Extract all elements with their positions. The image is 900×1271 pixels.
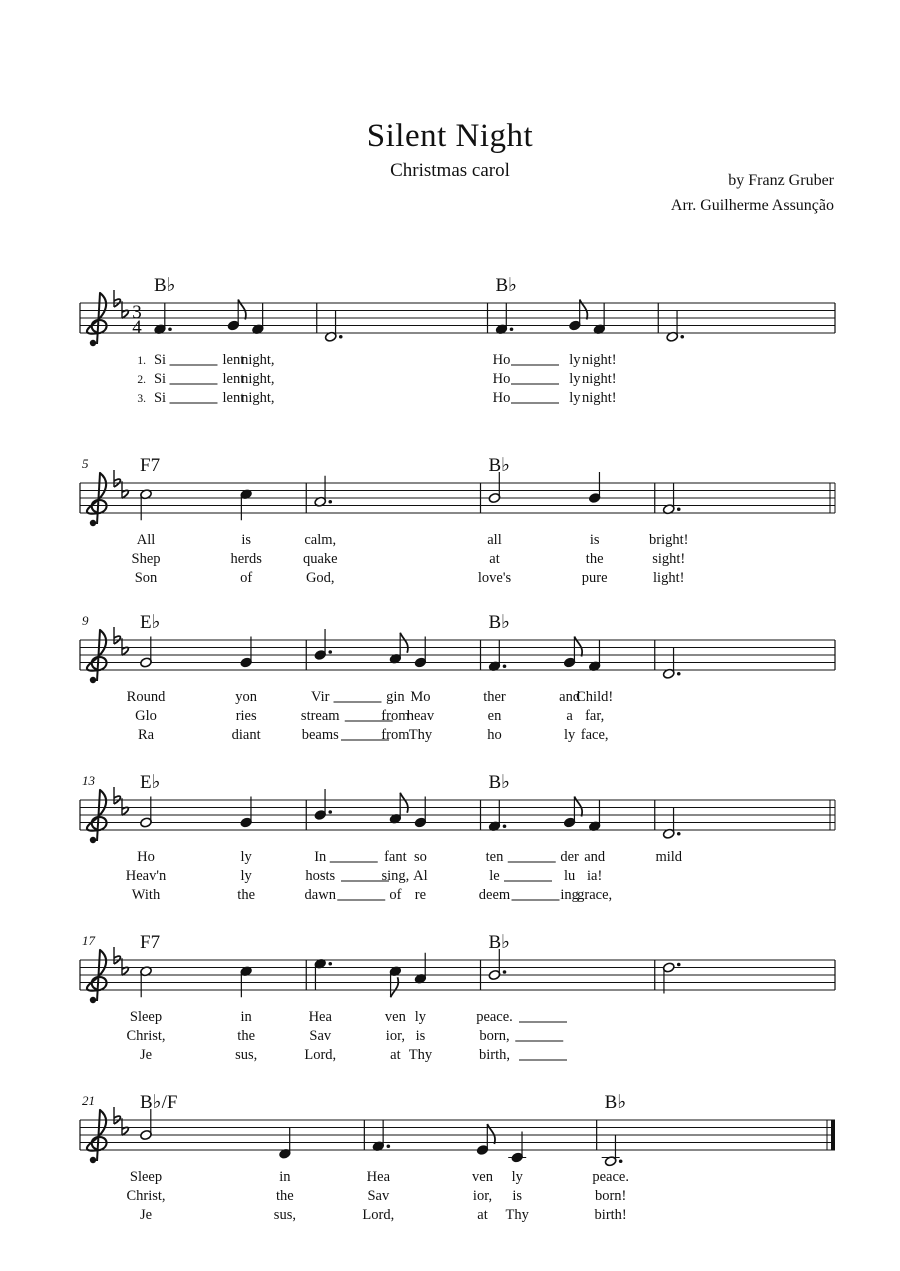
lyric-syllable: Ho	[492, 371, 511, 387]
lyric-syllable: of	[389, 887, 402, 903]
lyric-syllable: ven	[384, 1009, 406, 1025]
time-signature-bottom: 4	[132, 317, 142, 338]
lyric-syllable: Sleep	[129, 1169, 163, 1185]
lyric-syllable: le	[489, 868, 500, 884]
lyric-syllable: face,	[580, 727, 609, 743]
lyric-syllable: fant	[384, 849, 407, 865]
lyric-syllable: ther	[483, 689, 506, 705]
lyric-syllable: birth!	[594, 1207, 627, 1223]
lyric-syllable: Christ,	[126, 1188, 166, 1204]
treble-clef-curl	[87, 293, 107, 334]
lyric-syllable: Ho	[492, 352, 511, 368]
chord-symbol: B♭	[488, 612, 511, 633]
lyric-syllable: Hea	[308, 1009, 332, 1025]
lyric-syllable: lent	[222, 352, 245, 368]
lyric-syllable: quake	[302, 551, 338, 567]
lyric-syllable: dawn	[304, 887, 336, 903]
verse-number: 2.	[137, 374, 146, 386]
treble-clef-dot	[90, 677, 96, 683]
flat-bowl	[122, 807, 128, 815]
chord-symbol: B♭	[488, 455, 511, 476]
dot	[328, 810, 332, 814]
treble-clef-dot	[90, 837, 96, 843]
lyric-syllable: Glo	[135, 708, 157, 724]
chord-symbol: F7	[140, 932, 161, 953]
dot	[328, 962, 332, 966]
lyric-syllable: from	[381, 708, 410, 724]
dot	[619, 1159, 623, 1163]
lyric-syllable: in	[279, 1169, 291, 1185]
lyric-syllable: en	[487, 708, 502, 724]
lyric-syllable: ly	[240, 849, 252, 865]
lyric-syllable: Mo	[410, 689, 431, 705]
lyric-syllable: all	[487, 532, 502, 548]
lyric-syllable: peace.	[592, 1169, 629, 1185]
chord-symbol: F7	[140, 455, 161, 476]
lyric-syllable: lent	[222, 371, 245, 387]
lyric-syllable: night!	[582, 371, 617, 387]
lyric-syllable: calm,	[304, 532, 337, 548]
staff-system	[80, 1092, 835, 1223]
flat-bowl	[122, 647, 128, 655]
lyric-syllable: and	[559, 689, 581, 705]
lyric-syllable: sus,	[273, 1207, 296, 1223]
chord-symbol: B♭	[154, 275, 176, 296]
lyric-syllable: Shep	[131, 551, 161, 567]
note-flag	[400, 793, 408, 813]
lyric-syllable: Heav'n	[125, 868, 167, 884]
lyric-syllable: Son	[134, 570, 158, 586]
lyric-syllable: Lord,	[304, 1047, 337, 1063]
dot	[339, 335, 343, 339]
lyric-syllable: at	[390, 1047, 401, 1063]
lyric-syllable: ly	[511, 1169, 523, 1185]
lyric-syllable: is	[512, 1188, 523, 1204]
verse-number: 3.	[137, 393, 146, 405]
treble-clef-dot	[90, 520, 96, 526]
lyric-syllable: at	[477, 1207, 488, 1223]
chord-symbol: B♭	[488, 772, 511, 793]
lyric-syllable: ten	[485, 849, 504, 865]
dot	[677, 832, 681, 836]
lyric-syllable: ly	[569, 371, 581, 387]
lyric-syllable: Sav	[309, 1028, 332, 1044]
measure-number: 21	[82, 1093, 95, 1108]
staff-system	[80, 932, 835, 1063]
lyric-syllable: night,	[241, 352, 275, 368]
treble-clef-curl	[87, 630, 107, 671]
lyric-syllable: light!	[653, 570, 685, 586]
lyric-syllable: Je	[139, 1047, 153, 1063]
lyric-syllable: All	[136, 532, 156, 548]
lyric-syllable: ries	[235, 708, 257, 724]
dot	[503, 664, 507, 668]
lyric-syllable: ly	[569, 390, 581, 406]
dot	[677, 672, 681, 676]
lyric-syllable: born,	[479, 1028, 510, 1044]
lyric-syllable: Je	[139, 1207, 153, 1223]
lyric-syllable: the	[585, 551, 604, 567]
dot	[680, 335, 684, 339]
lyric-syllable: of	[240, 570, 253, 586]
lyric-syllable: yon	[235, 689, 258, 705]
dot	[503, 970, 507, 974]
lyric-syllable: love's	[477, 570, 512, 586]
dot	[510, 327, 514, 331]
lyric-syllable: gin	[386, 689, 405, 705]
staff-system	[80, 772, 835, 903]
lyric-syllable: bright!	[649, 532, 689, 548]
lyric-syllable: Thy	[408, 1047, 433, 1063]
lyric-syllable: With	[131, 887, 161, 903]
lyric-syllable: so	[413, 849, 427, 865]
lyric-syllable: herds	[230, 551, 262, 567]
lyric-syllable: lent	[222, 390, 245, 406]
staff-system	[80, 275, 835, 406]
treble-clef-dot	[90, 340, 96, 346]
lyric-syllable: heav	[406, 708, 435, 724]
lyric-syllable: Al	[413, 868, 428, 884]
flat-bowl	[122, 967, 128, 975]
lyric-syllable: grace,	[577, 887, 613, 903]
flat-bowl	[122, 490, 128, 498]
lyric-syllable: God,	[305, 570, 335, 586]
lyric-syllable: Hea	[366, 1169, 391, 1185]
lyric-syllable: der	[560, 849, 579, 865]
dot	[387, 1144, 391, 1148]
lyric-syllable: Child!	[576, 689, 614, 705]
flat-bowl	[122, 310, 128, 318]
lyric-syllable: night!	[582, 352, 617, 368]
lyric-syllable: re	[414, 887, 427, 903]
flat-bowl	[122, 1127, 128, 1135]
lyric-syllable: Christ,	[126, 1028, 166, 1044]
lyric-syllable: sing,	[381, 868, 410, 884]
lyric-syllable: ly	[240, 868, 252, 884]
lyric-syllable: hosts	[305, 868, 336, 884]
lyric-syllable: the	[276, 1188, 294, 1204]
lyric-syllable: ly	[414, 1009, 427, 1025]
lyric-syllable: at	[489, 551, 500, 567]
measure-number: 9	[82, 613, 89, 628]
lyric-syllable: sus,	[235, 1047, 258, 1063]
chord-symbol: E♭	[140, 772, 161, 793]
lyric-syllable: pure	[581, 570, 608, 586]
lyric-syllable: deem	[478, 887, 511, 903]
dot	[168, 327, 172, 331]
lyric-syllable: Si	[153, 390, 167, 406]
lyric-syllable: is	[241, 532, 252, 548]
lyric-syllable: birth,	[478, 1047, 511, 1063]
dot	[328, 500, 332, 504]
treble-clef-curl	[87, 1110, 107, 1151]
lyric-syllable: ho	[487, 727, 502, 743]
lyric-syllable: Si	[153, 352, 167, 368]
lyric-syllable: night,	[241, 371, 275, 387]
treble-clef-dot	[90, 997, 96, 1003]
lyric-syllable: ly	[569, 352, 581, 368]
lyric-syllable: is	[589, 532, 600, 548]
chord-symbol: B♭/F	[140, 1092, 178, 1113]
lyric-syllable: ing	[560, 887, 579, 903]
composer-credit: by Franz Gruber	[728, 172, 834, 189]
chord-symbol: B♭	[604, 1092, 627, 1113]
verse-number: 1.	[137, 355, 146, 367]
time-signature-top: 3	[132, 302, 142, 323]
staff-system	[80, 612, 835, 743]
dot	[503, 824, 507, 828]
lyric-syllable: ia!	[587, 868, 603, 884]
lyric-syllable: Ho	[492, 390, 511, 406]
lyric-syllable: Si	[153, 371, 167, 387]
arranger-credit: Arr. Guilherme Assunção	[670, 197, 834, 214]
lyric-syllable: ly	[563, 727, 576, 743]
lyric-syllable: far,	[585, 708, 605, 724]
dot	[677, 507, 681, 511]
lyric-syllable: a	[566, 708, 573, 724]
note-flag	[391, 977, 399, 997]
chord-symbol: B♭	[495, 275, 518, 296]
lyric-syllable: from	[381, 727, 410, 743]
lyric-syllable: Round	[126, 689, 166, 705]
lyric-syllable: born!	[594, 1188, 627, 1204]
lyric-syllable: mild	[655, 849, 683, 865]
lyric-syllable: ior,	[472, 1188, 493, 1204]
lyric-syllable: in	[240, 1009, 252, 1025]
dot	[677, 963, 681, 967]
lyric-syllable: Vir	[311, 689, 330, 705]
lyric-syllable: stream	[300, 708, 340, 724]
lyric-syllable: Thy	[408, 727, 433, 743]
lyric-syllable: beams	[301, 727, 339, 743]
staff-system	[80, 455, 835, 586]
measure-number: 17	[82, 933, 95, 948]
lyric-syllable: and	[584, 849, 606, 865]
treble-clef-curl	[87, 473, 107, 514]
lyric-syllable: is	[415, 1028, 426, 1044]
lyric-syllable: the	[237, 1028, 256, 1044]
lyric-syllable: Sleep	[129, 1009, 163, 1025]
chord-symbol: E♭	[140, 612, 161, 633]
lyric-syllable: peace.	[476, 1009, 513, 1025]
treble-clef-curl	[87, 950, 107, 991]
lyric-syllable: night,	[241, 390, 275, 406]
lyric-syllable: the	[237, 887, 256, 903]
lyric-syllable: ven	[472, 1169, 493, 1185]
lyric-syllable: Ho	[137, 849, 155, 865]
measure-number: 13	[82, 773, 95, 788]
lyric-syllable: Lord,	[362, 1207, 395, 1223]
lyric-syllable: lu	[563, 868, 576, 884]
measure-number: 5	[82, 456, 89, 471]
note-flag	[400, 633, 408, 653]
lyric-syllable: Thy	[505, 1207, 529, 1223]
song-subtitle: Christmas carol	[390, 160, 510, 181]
dot	[328, 650, 332, 654]
treble-clef-curl	[87, 790, 107, 831]
treble-clef-dot	[90, 1157, 96, 1163]
lyric-syllable: In	[314, 849, 327, 865]
song-title: Silent Night	[366, 118, 534, 154]
chord-symbol: B♭	[488, 932, 511, 953]
lyric-syllable: diant	[231, 727, 261, 743]
lyric-syllable: Sav	[367, 1188, 390, 1204]
lyric-syllable: Ra	[137, 727, 155, 743]
lyric-syllable: night!	[582, 390, 617, 406]
lyric-syllable: ior,	[385, 1028, 405, 1044]
lyric-syllable: sight!	[652, 551, 686, 567]
